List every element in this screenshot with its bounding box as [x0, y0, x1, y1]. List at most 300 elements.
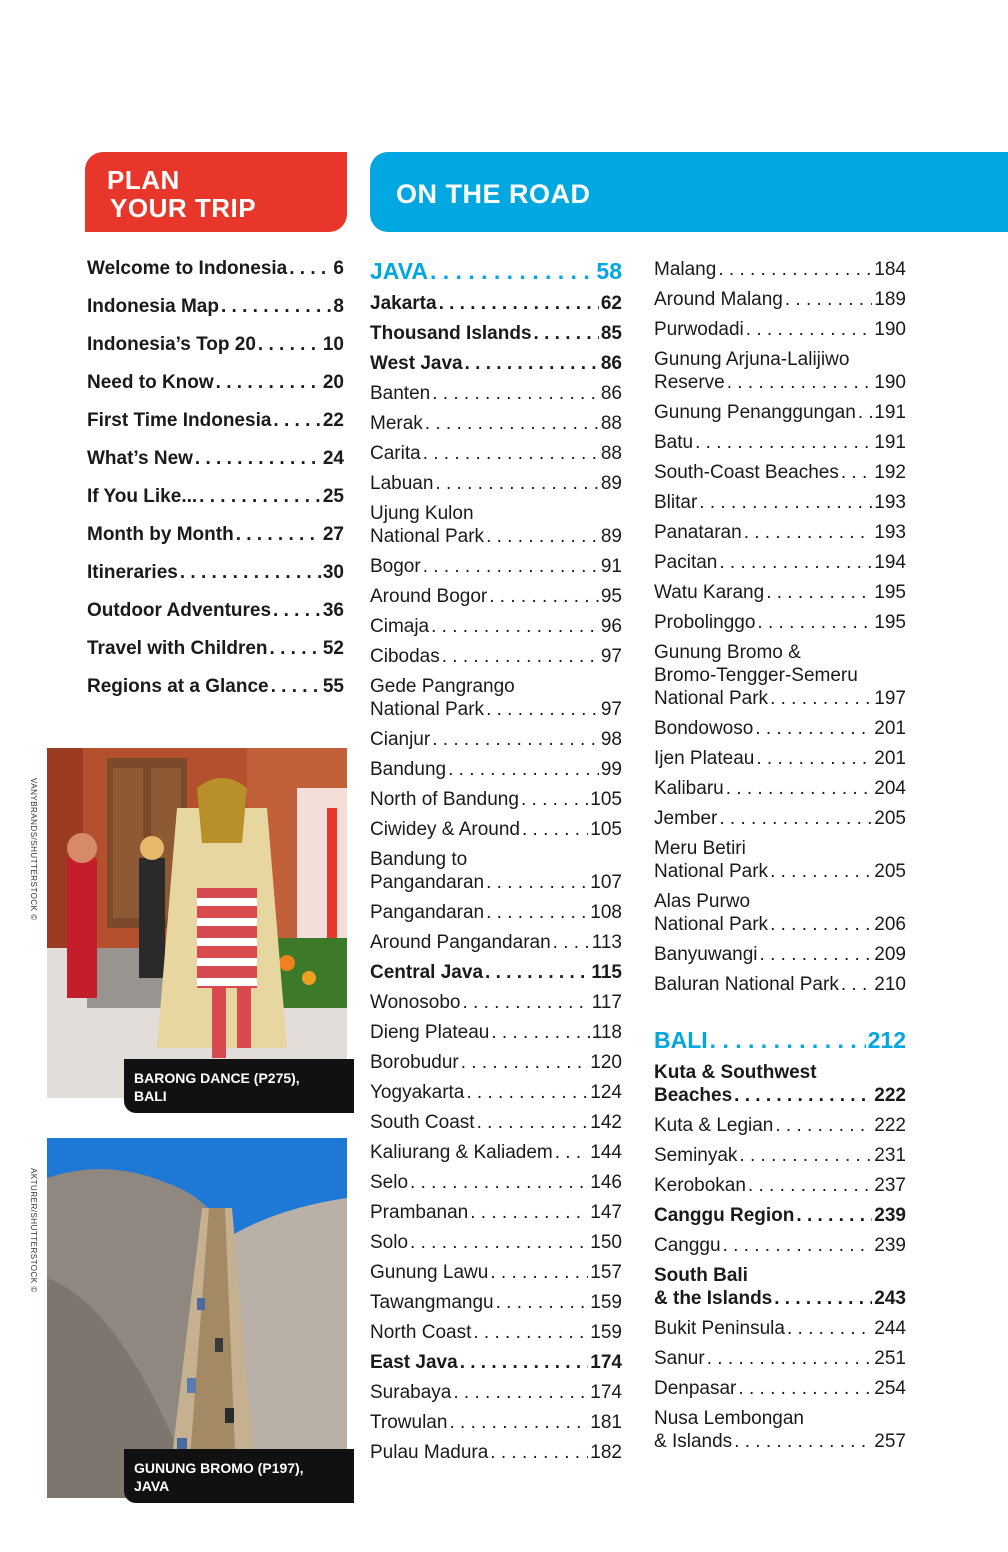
entry-line [654, 1114, 906, 1137]
road-toc-entry [370, 442, 622, 465]
entry-page: 182 [590, 1442, 622, 1463]
entry-label: Probolinggo [654, 612, 756, 633]
entry-line [370, 292, 622, 315]
entry-line [654, 1234, 906, 1257]
leader-dots [431, 615, 599, 638]
leader-dots [449, 1411, 588, 1434]
plan-toc-entry [87, 638, 344, 676]
entry-page: 88 [600, 413, 622, 434]
entry-label: & Islands [654, 1431, 733, 1452]
entry-label: & the Islands [654, 1288, 773, 1309]
plan-your-trip-header [85, 152, 347, 232]
plan-toc-page: 25 [322, 486, 344, 507]
leader-dots [723, 1234, 873, 1257]
entry-page: 239 [874, 1235, 906, 1256]
leader-dots [727, 371, 873, 394]
entry-page: 181 [590, 1412, 622, 1433]
entry-page: 150 [590, 1232, 622, 1253]
plan-title-line2: YOUR TRIP [110, 193, 257, 223]
plan-toc-entry [87, 334, 344, 372]
entry-line [654, 1144, 906, 1167]
barong-caption-line2: BALI [134, 1088, 167, 1104]
road-toc-entry [370, 848, 622, 894]
leader-dots [490, 1261, 588, 1284]
entry-page: 174 [590, 1352, 622, 1373]
entry-label: Kerobokan [654, 1175, 746, 1196]
entry-page: 89 [600, 526, 622, 547]
entry-page: 97 [600, 646, 622, 667]
road-toc-entry [370, 322, 622, 345]
region-heading [654, 1027, 906, 1053]
entry-line [370, 818, 622, 841]
barong-photo-credit: VANYBRANDS/SHUTTERSTOCK © [29, 778, 38, 921]
entry-line [370, 871, 622, 894]
entry-line [370, 645, 622, 668]
leader-dots [216, 372, 321, 394]
entry-page: 58 [596, 258, 622, 284]
entry-line [370, 1111, 622, 1134]
entry-line [370, 698, 622, 721]
leader-dots [744, 521, 873, 544]
plan-toc-entry [87, 448, 344, 486]
entry-line [370, 758, 622, 781]
road-toc-entry [370, 1321, 622, 1344]
entry-label: Prambanan [370, 1202, 469, 1223]
road-toc-entry [654, 431, 906, 454]
plan-toc-page: 52 [322, 638, 344, 659]
entry-page: 146 [590, 1172, 622, 1193]
plan-toc-page: 55 [322, 676, 344, 697]
entry-page: 244 [874, 1318, 906, 1339]
plan-toc-page: 20 [322, 372, 344, 393]
entry-line [654, 913, 906, 936]
road-toc-entry [370, 502, 622, 548]
road-toc-entry [370, 1261, 622, 1284]
entry-label: Reserve [654, 372, 725, 393]
entry-label: Central Java [370, 962, 484, 983]
entry-label: Baluran National Park [654, 974, 839, 995]
road-toc-entry [654, 461, 906, 484]
plan-toc-entry [87, 600, 344, 638]
entry-page: 237 [874, 1175, 906, 1196]
entry-line [370, 555, 622, 578]
entry-line [654, 1084, 906, 1107]
bromo-caption-line2: JAVA [134, 1478, 170, 1494]
leader-dots [746, 318, 873, 341]
entry-line [654, 288, 906, 311]
entry-line [370, 1201, 622, 1224]
entry-label: BALI [654, 1027, 708, 1053]
leader-dots [726, 777, 873, 800]
road-toc-entry [654, 943, 906, 966]
entry-label: Kuta & Legian [654, 1115, 774, 1136]
road-toc-entry [654, 1234, 906, 1257]
leader-dots [841, 461, 872, 484]
leader-dots [770, 860, 872, 883]
entry-page: 97 [600, 699, 622, 720]
leader-dots [425, 412, 599, 435]
road-toc-entry [370, 1201, 622, 1224]
entry-label: Cibodas [370, 646, 440, 667]
road-toc-entry [654, 641, 906, 710]
entry-page: 190 [874, 319, 906, 340]
entry-line [654, 777, 906, 800]
road-toc-entry [370, 788, 622, 811]
entry-page: 189 [874, 289, 906, 310]
entry-line [654, 747, 906, 770]
entry-line [654, 1377, 906, 1400]
entry-label: North of Bandung [370, 789, 519, 810]
road-toc-entry [654, 1407, 906, 1453]
barong-caption [124, 1059, 354, 1113]
entry-line [654, 401, 906, 424]
road-toc-entry [370, 382, 622, 405]
leader-dots [270, 638, 321, 660]
entry-line: Gede Pangrango [370, 676, 515, 697]
plan-toc-page: 30 [322, 562, 344, 583]
entry-line: Kuta & Southwest [654, 1062, 817, 1083]
leader-dots [858, 401, 872, 424]
entry-line [654, 521, 906, 544]
plan-toc-entry [87, 258, 344, 296]
leader-dots [435, 472, 598, 495]
road-toc-entry [654, 747, 906, 770]
plan-toc-page: 36 [322, 600, 344, 621]
entry-line: Nusa Lembongan [654, 1408, 804, 1429]
region-heading [370, 258, 622, 284]
plan-toc-label: Itineraries [87, 562, 178, 583]
road-toc-entry [370, 901, 622, 924]
entry-label: National Park [370, 526, 485, 547]
entry-label: South-Coast Beaches [654, 462, 839, 483]
entry-page: 201 [874, 718, 906, 739]
entry-line [654, 258, 906, 281]
road-toc-entry [370, 758, 622, 781]
entry-page: 197 [874, 688, 906, 709]
leader-dots [553, 931, 590, 954]
entry-page: 88 [600, 443, 622, 464]
plan-toc-page: 27 [322, 524, 344, 545]
entry-page: 204 [874, 778, 906, 799]
entry-page: 144 [590, 1142, 622, 1163]
entry-label: Seminyak [654, 1145, 738, 1166]
bromo-caption [124, 1449, 354, 1503]
road-toc-entry [370, 1441, 622, 1464]
road-toc-entry [370, 615, 622, 638]
entry-label: Panataran [654, 522, 742, 543]
plan-toc-label: What’s New [87, 448, 193, 469]
entry-page: 105 [590, 789, 622, 810]
leader-dots [490, 1441, 588, 1464]
entry-line [654, 687, 906, 710]
entry-label: Gunung Lawu [370, 1262, 489, 1283]
leader-dots [739, 1144, 872, 1167]
entry-page: 115 [591, 962, 622, 983]
leader-dots [775, 1114, 872, 1137]
entry-label: Solo [370, 1232, 409, 1253]
plan-toc-entry [87, 296, 344, 334]
entry-label: Thousand Islands [370, 323, 532, 344]
leader-dots [699, 491, 872, 514]
road-toc-entry [654, 581, 906, 604]
entry-label: Carita [370, 443, 421, 464]
leader-dots [719, 807, 872, 830]
leader-dots [760, 943, 873, 966]
leader-dots [734, 1430, 872, 1453]
entry-label: Bogor [370, 556, 421, 577]
leader-dots [273, 410, 320, 432]
entry-line [654, 461, 906, 484]
entry-page: 193 [874, 522, 906, 543]
road-toc-entry [370, 1051, 622, 1074]
entry-line [654, 371, 906, 394]
leader-dots [236, 524, 321, 546]
entry-page: 205 [874, 808, 906, 829]
entry-page: 142 [590, 1112, 622, 1133]
entry-label: Cianjur [370, 729, 431, 750]
road-toc-entry [370, 1381, 622, 1404]
entry-page: 201 [874, 748, 906, 769]
entry-line [654, 807, 906, 830]
leader-dots [410, 1231, 588, 1254]
entry-label: Tawangmangu [370, 1292, 494, 1313]
entry-page: 107 [590, 872, 622, 893]
road-toc-entry [654, 551, 906, 574]
entry-line [370, 442, 622, 465]
entry-page: 62 [600, 293, 622, 314]
road-toc-entry [654, 318, 906, 341]
entry-line [654, 1204, 906, 1227]
entry-label: National Park [654, 688, 769, 709]
entry-line [654, 1287, 906, 1310]
entry-line [370, 322, 622, 345]
road-toc-entry [654, 1114, 906, 1137]
road-toc-entry [370, 1141, 622, 1164]
entry-label: South Coast [370, 1112, 475, 1133]
entry-page: 254 [874, 1378, 906, 1399]
plan-toc-label: Month by Month [87, 524, 234, 545]
entry-page: 222 [874, 1085, 906, 1106]
entry-label: Sanur [654, 1348, 705, 1369]
entry-page: 157 [590, 1262, 622, 1283]
entry-page: 205 [874, 861, 906, 882]
entry-label: Malang [654, 259, 717, 280]
entry-line [370, 585, 622, 608]
entry-page: 95 [600, 586, 622, 607]
entry-page: 212 [867, 1027, 906, 1053]
entry-line [370, 1141, 622, 1164]
road-toc-entry [654, 521, 906, 544]
road-toc-entry [370, 412, 622, 435]
entry-page: 190 [874, 372, 906, 393]
entry-label: Around Malang [654, 289, 783, 310]
road-toc-entry [370, 991, 622, 1014]
leader-dots [199, 486, 321, 508]
leader-dots [522, 818, 588, 841]
entry-line [370, 1021, 622, 1044]
leader-dots [486, 901, 588, 924]
entry-line [370, 1411, 622, 1434]
entry-page: 99 [600, 759, 622, 780]
road-toc-column-2 [654, 258, 906, 1460]
bromo-caption-line1: GUNUNG BROMO (P197), [134, 1460, 304, 1476]
plan-toc-entry [87, 410, 344, 448]
entry-line [370, 991, 622, 1014]
entry-line [654, 973, 906, 996]
plan-title-line1: PLAN [107, 165, 180, 195]
road-toc-entry [370, 1111, 622, 1134]
leader-dots [221, 296, 331, 318]
plan-toc-list [87, 258, 344, 714]
entry-page: 195 [874, 582, 906, 603]
entry-page: 113 [591, 932, 622, 953]
leader-dots [432, 382, 599, 405]
leader-dots [180, 562, 321, 584]
leader-dots [463, 991, 590, 1014]
entry-line [654, 943, 906, 966]
leader-dots [766, 581, 872, 604]
entry-page: 184 [874, 259, 906, 280]
entry-label: National Park [654, 861, 769, 882]
entry-label: Denpasar [654, 1378, 737, 1399]
leader-dots [432, 728, 599, 751]
entry-line [370, 961, 622, 984]
entry-line [370, 901, 622, 924]
leader-dots [755, 717, 872, 740]
entry-label: Ciwidey & Around [370, 819, 520, 840]
entry-label: Borobudur [370, 1052, 459, 1073]
barong-caption-line1: BARONG DANCE (P275), [134, 1070, 300, 1086]
leader-dots [195, 448, 321, 470]
plan-toc-label: Indonesia’s Top 20 [87, 334, 256, 355]
entry-label: Labuan [370, 473, 434, 494]
plan-toc-page: 24 [322, 448, 344, 469]
entry-label: National Park [654, 914, 769, 935]
entry-page: 117 [591, 992, 622, 1013]
leader-dots [841, 973, 872, 996]
road-toc-entry [654, 258, 906, 281]
road-toc-entry [654, 288, 906, 311]
entry-label: Gunung Penanggungan [654, 402, 856, 423]
leader-dots [453, 1381, 588, 1404]
road-toc-entry [370, 1351, 622, 1374]
entry-page: 147 [590, 1202, 622, 1223]
leader-dots [757, 611, 872, 634]
road-toc-entry [654, 1204, 906, 1227]
road-toc-entry [370, 585, 622, 608]
road-toc-entry [654, 1317, 906, 1340]
entry-label: Watu Karang [654, 582, 765, 603]
entry-line: Ujung Kulon [370, 503, 474, 524]
entry-label: Kalibaru [654, 778, 724, 799]
entry-page: 210 [874, 974, 906, 995]
entry-line [654, 318, 906, 341]
leader-dots [271, 676, 321, 698]
plan-toc-entry [87, 486, 344, 524]
entry-line [370, 1231, 622, 1254]
entry-line [370, 1261, 622, 1284]
road-toc-entry [654, 890, 906, 936]
entry-page: 98 [600, 729, 622, 750]
entry-page: 231 [874, 1145, 906, 1166]
entry-line [370, 352, 622, 375]
entry-line [654, 1174, 906, 1197]
leader-dots [770, 687, 872, 710]
entry-line [654, 860, 906, 883]
entry-label: National Park [370, 699, 485, 720]
road-toc-entry [370, 1291, 622, 1314]
leader-dots [473, 1321, 588, 1344]
leader-dots [719, 551, 872, 574]
entry-page: 86 [600, 353, 622, 374]
road-toc-entry [654, 1377, 906, 1400]
entry-page: 85 [600, 323, 622, 344]
entry-label: Canggu [654, 1235, 721, 1256]
entry-label: Around Bogor [370, 586, 488, 607]
plan-toc-label: If You Like... [87, 486, 198, 507]
road-toc-entry [654, 1264, 906, 1310]
bromo-photo-credit: AKTURER/SHUTTERSTOCK © [29, 1168, 38, 1293]
entry-line: Meru Betiri [654, 838, 746, 859]
entry-line [370, 728, 622, 751]
leader-dots [718, 258, 872, 281]
road-toc-entry [370, 1171, 622, 1194]
entry-line [654, 1430, 906, 1453]
entry-line: Bromo-Tengger-Semeru [654, 665, 858, 686]
road-toc-entry [654, 717, 906, 740]
entry-page: 120 [590, 1052, 622, 1073]
entry-label: Jember [654, 808, 718, 829]
entry-label: Surabaya [370, 1382, 452, 1403]
entry-label: Cimaja [370, 616, 430, 637]
entry-page: 239 [874, 1205, 906, 1226]
leader-dots [770, 913, 872, 936]
road-toc-entry [370, 728, 622, 751]
road-toc-entry [370, 675, 622, 721]
entry-line: South Bali [654, 1265, 748, 1286]
road-toc-entry [654, 348, 906, 394]
entry-label: Bandung [370, 759, 447, 780]
plan-toc-entry [87, 562, 344, 600]
plan-toc-entry [87, 524, 344, 562]
entry-label: Bondowoso [654, 718, 754, 739]
entry-line [370, 258, 622, 284]
plan-toc-page: 22 [322, 410, 344, 431]
leader-dots [423, 442, 599, 465]
entry-line [654, 581, 906, 604]
road-toc-entry [370, 472, 622, 495]
entry-page: 91 [600, 556, 622, 577]
gunung-bromo-photo [47, 1138, 347, 1498]
leader-dots [485, 961, 589, 984]
entry-label: Batu [654, 432, 694, 453]
leader-dots [785, 288, 872, 311]
entry-page: 222 [874, 1115, 906, 1136]
entry-page: 159 [590, 1292, 622, 1313]
road-toc-entry [654, 777, 906, 800]
entry-line [370, 1051, 622, 1074]
road-toc-entry [370, 1021, 622, 1044]
entry-line [654, 491, 906, 514]
leader-dots [555, 1141, 589, 1164]
leader-dots [423, 555, 599, 578]
entry-label: Banten [370, 383, 431, 404]
entry-page: 251 [874, 1348, 906, 1369]
entry-line: Alas Purwo [654, 891, 751, 912]
entry-page: 105 [590, 819, 622, 840]
entry-label: Pulau Madura [370, 1442, 489, 1463]
entry-label: Kaliurang & Kaliadem [370, 1142, 553, 1163]
